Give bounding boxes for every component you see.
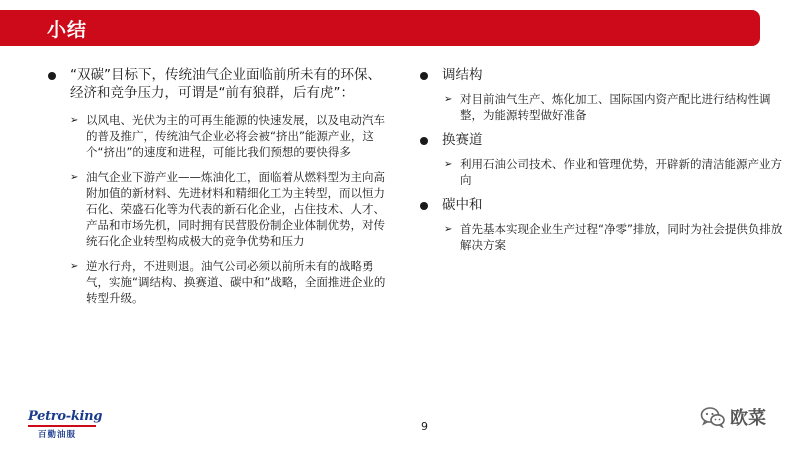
watermark-text: 欧菜 (730, 408, 766, 429)
slide-title: 小结 (47, 19, 88, 41)
arrow-bullet-icon: ➢ (70, 261, 79, 272)
page-number: 9 (421, 420, 428, 433)
section-heading (420, 66, 785, 84)
logo-name-cn: 百勤油服 (38, 430, 77, 440)
section-detail (444, 156, 785, 188)
wechat-icon (700, 406, 726, 428)
arrow-bullet-icon: ➢ (444, 94, 453, 105)
sub-point (70, 112, 393, 160)
arrow-bullet-icon: ➢ (444, 224, 453, 235)
title-bar (0, 10, 760, 46)
bullet-dot-icon (420, 72, 428, 80)
sub-point-text: 油气企业下游产业——炼油化工，面临着从燃料型为主向高附加值的新材料、先进材料和精细化工为主转型，而以恒力石化、荣盛石化等为代表的新石化企业，占住技术、人才、产品和市场先机，同时拥有民营股份制企业体制优势，对传统石化企业转型构成极大的竞争优势和压力 (86, 170, 385, 248)
section-heading (420, 196, 785, 214)
watermark (700, 404, 766, 430)
logo-underline (28, 425, 96, 427)
sub-point-text: 逆水行舟，不进则退。油气公司必须以前所未有的战略勇气，实施“调结构、换赛道、碳中和”战略，全面推进企业的转型升级。 (86, 259, 386, 305)
section-heading-text: 调结构 (442, 67, 483, 83)
section-heading (420, 131, 785, 149)
right-column (420, 66, 785, 253)
company-logo (28, 410, 108, 442)
bullet-dot-icon (420, 202, 428, 210)
section-detail-text: 利用石油公司技术、作业和管理优势，开辟新的清洁能源产业方向 (460, 157, 782, 187)
section-detail (444, 91, 785, 123)
main-point (48, 66, 393, 102)
bullet-dot-icon (420, 137, 428, 145)
section-heading-text: 换赛道 (442, 132, 483, 148)
arrow-bullet-icon: ➢ (70, 172, 79, 183)
section-detail-text: 首先基本实现企业生产过程“净零”排放，同时为社会提供负排放解决方案 (460, 222, 783, 252)
sub-point-text: 以风电、光伏为主的可再生能源的快速发展，以及电动汽车的普及推广，传统油气企业必将会被“挤出”能源产业，这个“挤出”的速度和进程，可能比我们预想的要快得多 (86, 113, 385, 159)
main-point-text: “双碳”目标下，传统油气企业面临前所未有的环保、经济和竞争压力，可谓是“前有狼群，后有虎”： (70, 67, 381, 101)
section-detail-text: 对目前油气生产、炼化加工、国际国内资产配比进行结构性调整，为能源转型做好准备 (460, 92, 771, 122)
bullet-dot-icon (48, 72, 56, 80)
arrow-bullet-icon: ➢ (70, 115, 79, 126)
left-column (48, 66, 393, 306)
arrow-bullet-icon: ➢ (444, 159, 453, 170)
section-detail (444, 221, 785, 253)
sub-point (70, 169, 393, 249)
section-heading-text: 碳中和 (442, 197, 483, 213)
logo-name-en: Petro-king (28, 409, 103, 424)
sub-point (70, 258, 393, 306)
